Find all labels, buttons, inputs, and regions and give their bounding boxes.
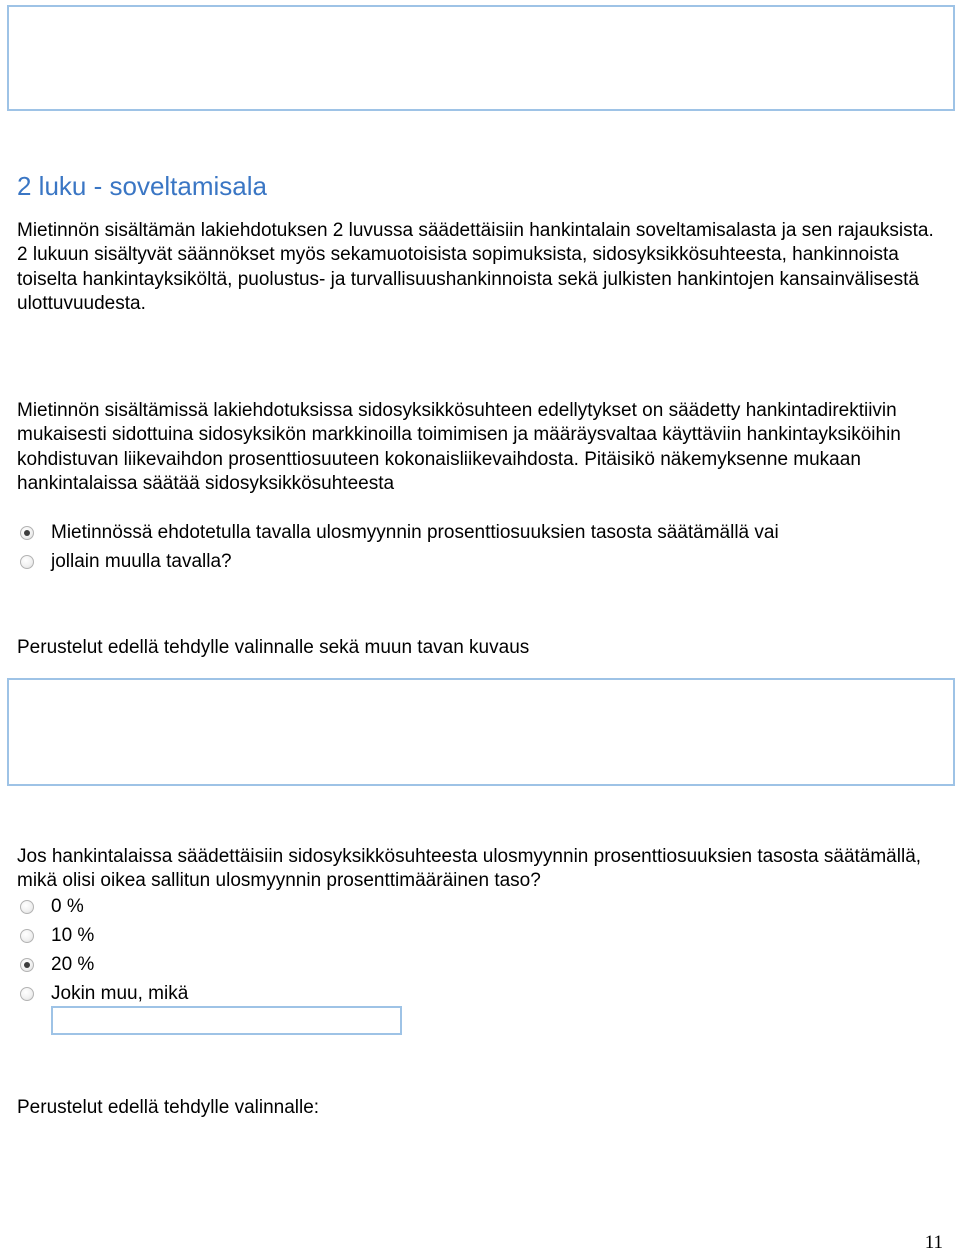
- radio-button[interactable]: [20, 987, 34, 1001]
- radio-button[interactable]: [20, 526, 34, 540]
- question-1-text: Mietinnön sisältämissä lakiehdotuksissa sidosyksikkösuhteen edellytykset on säädetty hankintadirektiivin mukaisesti sidottuina sidosyksikön markkinoilla toimimisen ja määräysvaltaa käyttäviin hankintayksiköihin kohdistuvan liikevaihdon prosenttiosuuteen kokonaisliikevaihdosta. Pitäisikö näkemyksenne mukaan hankintalaissa säätää sidosyksikkösuhteesta: [17, 400, 901, 494]
- q1-option-label: Mietinnössä ehdotetulla tavalla ulosmyynnin prosenttiosuuksien tasosta säätämällä vai: [51, 522, 779, 543]
- q2-option-label: 0 %: [51, 896, 84, 917]
- q1-reason-label: Perustelut edellä tehdylle valinnalle sekä muun tavan kuvaus: [17, 637, 530, 658]
- q2-option-label: 20 %: [51, 954, 95, 975]
- radio-button[interactable]: [20, 929, 34, 943]
- radio-button[interactable]: [20, 555, 34, 569]
- q1-option-label: jollain muulla tavalla?: [51, 551, 232, 572]
- page-number: 11: [924, 1232, 943, 1253]
- q2-option-label: 10 %: [51, 925, 95, 946]
- radio-button[interactable]: [20, 900, 34, 914]
- q2-option-other[interactable]: [20, 982, 188, 1006]
- question-2-text: Jos hankintalaissa säädettäisiin sidosyksikkösuhteesta ulosmyynnin prosenttiosuuksien tasosta säätämällä, mikä olisi oikea sallitun ulosmyynnin prosenttimääräinen taso?: [17, 846, 922, 892]
- radio-button[interactable]: [20, 958, 34, 972]
- q2-reason-label: Perustelut edellä tehdylle valinnalle:: [17, 1097, 320, 1118]
- q2-option-20-percent[interactable]: [20, 953, 94, 977]
- q2-option-label: Jokin muu, mikä: [51, 983, 189, 1004]
- q2-option-10-percent[interactable]: [20, 924, 94, 948]
- q1-option-proposed-way[interactable]: [20, 521, 779, 545]
- q1-reason-textarea[interactable]: [7, 678, 955, 786]
- q2-option-0-percent[interactable]: [20, 895, 84, 919]
- section-intro-text: Mietinnön sisältämän lakiehdotuksen 2 luvussa säädettäisiin hankintalain soveltamisalasta ja sen rajauksista. 2 lukuun sisältyvät säännökset myös sekamuotoisista sopimuksista, sidosyksikkösuhteesta, hankinnoista toiselta hankintayksiköltä, puolustus- ja turvallisuushankinnoista sekä julkisten hankintojen kansainvälisestä ulottuvuudesta.: [17, 220, 934, 314]
- q1-option-other-way[interactable]: [20, 550, 232, 574]
- previous-answer-textbox[interactable]: [7, 5, 955, 111]
- q2-other-value-input[interactable]: [51, 1006, 402, 1035]
- section-heading: 2 luku - soveltamisala: [17, 171, 267, 201]
